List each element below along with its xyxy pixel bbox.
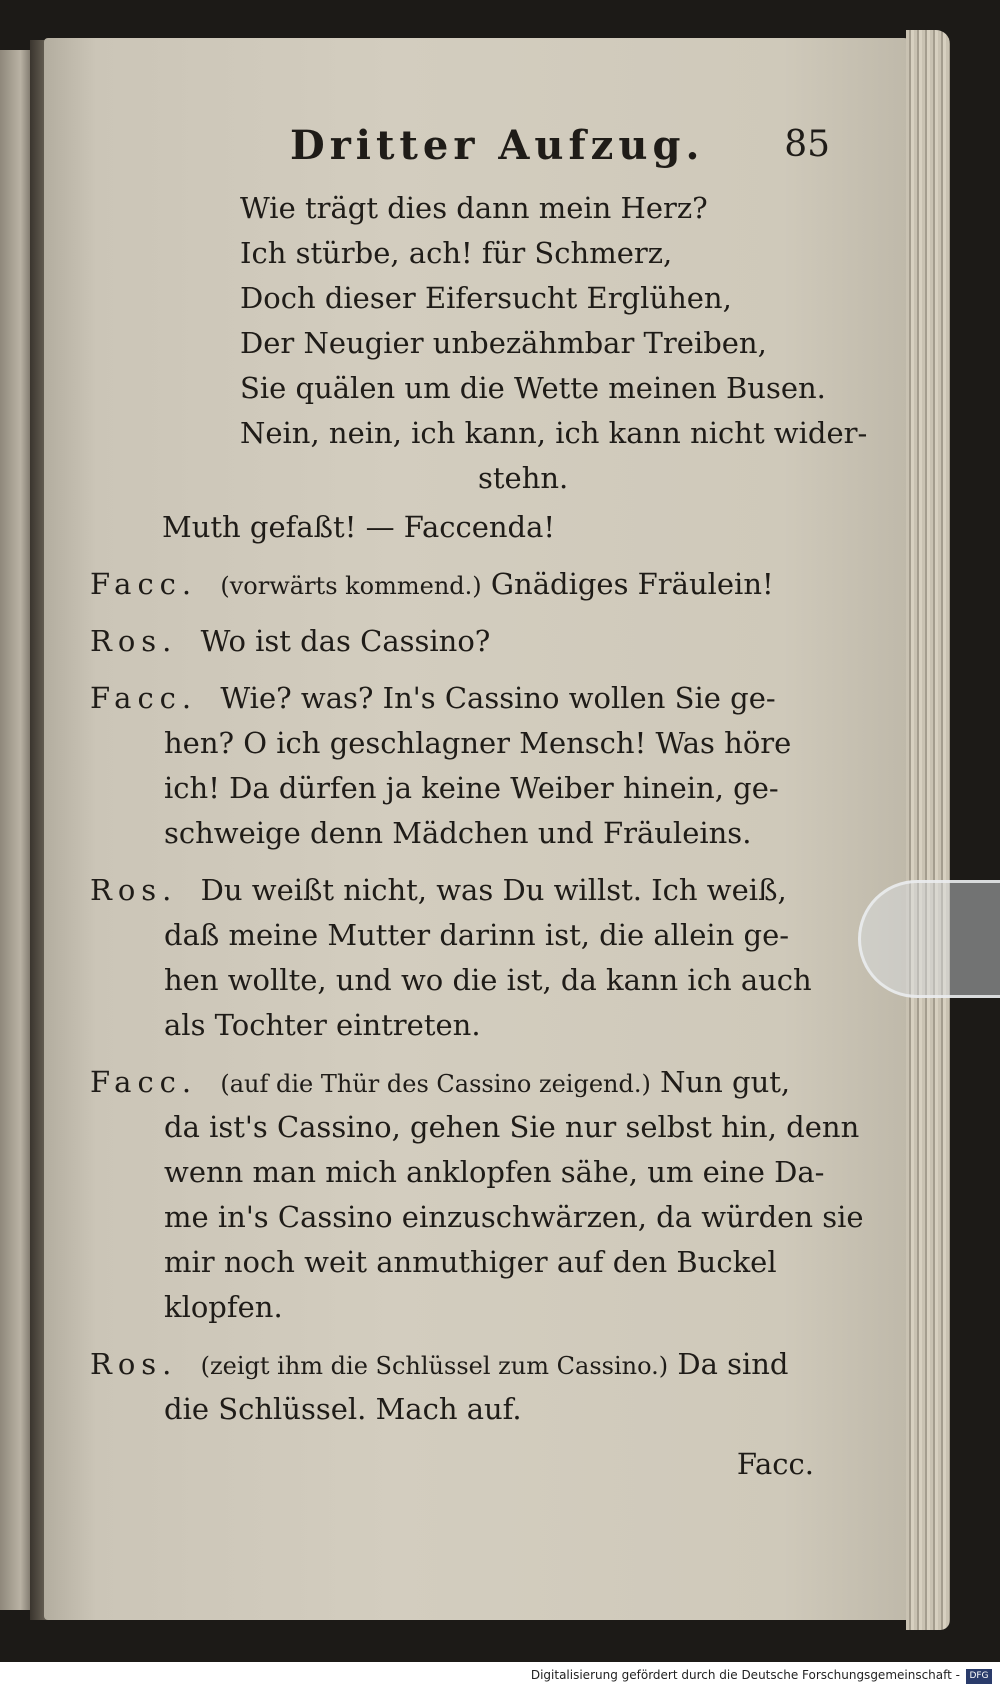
speech-text: Wo ist das Cassino? [200, 624, 491, 658]
speech-text: klopfen. [164, 1290, 283, 1324]
digitization-footer [0, 1662, 1000, 1692]
speech-block [90, 868, 820, 1048]
footer-credit: Digitalisierung gefördert durch die Deutsche Forschungsgemeinschaft - [530, 1668, 960, 1682]
speech-text: hen? O ich geschlagner Mensch! Was höre [164, 726, 792, 760]
verse-line: Sie quälen um die Wette meinen Busen. [240, 371, 826, 405]
verse-line: Der Neugier unbezähmbar Treiben, [240, 326, 767, 360]
speech-text: Da sind [677, 1347, 789, 1381]
speech-text: schweige denn Mädchen und Fräuleins. [164, 816, 752, 850]
speaker-name: Ros. [90, 1347, 178, 1381]
stage-line: Muth gefaßt! — Faccenda! [162, 510, 556, 544]
speech-text: wenn man mich anklopfen sähe, um eine Da- [164, 1155, 825, 1189]
speaker-name: Facc. [90, 567, 198, 601]
speech-text: mir noch weit anmuthiger auf den Buckel [164, 1245, 777, 1279]
stage-direction: (vorwärts kommend.) [220, 572, 482, 600]
verse-line: Doch dieser Eifersucht Erglühen, [240, 281, 732, 315]
left-page-edge [0, 50, 34, 1610]
speech-block [90, 619, 820, 664]
dfg-logo-icon[interactable]: DFG [966, 1669, 992, 1684]
speech-text: daß meine Mutter darinn ist, die allein ge- [164, 918, 790, 952]
page-text [90, 186, 868, 1487]
running-head: Dritter Aufzug. [290, 122, 705, 169]
speech-text: als Tochter eintreten. [164, 1008, 481, 1042]
verse-line: Wie trägt dies dann mein Herz? [240, 191, 708, 225]
stage-direction: (zeigt ihm die Schlüssel zum Cassino.) [200, 1352, 669, 1380]
speech-text: ich! Da dürfen ja keine Weiber hinein, ge- [164, 771, 779, 805]
speech-text: die Schlüssel. Mach auf. [164, 1392, 522, 1426]
speaker-name: Ros. [90, 624, 178, 658]
page-header [290, 122, 830, 172]
speech-block [90, 1342, 820, 1432]
speech-text: da ist's Cassino, gehen Sie nur selbst hin, denn [164, 1110, 860, 1144]
speech-text: me in's Cassino einzuschwärzen, da würden sie [164, 1200, 864, 1234]
page-edges [906, 30, 950, 1630]
speech-text: Gnädiges Fräulein! [490, 567, 774, 601]
verse-line: Ich stürbe, ach! für Schmerz, [240, 236, 673, 270]
speech-block [90, 676, 820, 856]
verse-line: Nein, nein, ich kann, ich kann nicht wider- [240, 416, 868, 450]
page-clip [858, 880, 1000, 998]
speaker-name: Facc. [90, 1065, 198, 1099]
stage-direction: (auf die Thür des Cassino zeigend.) [220, 1070, 651, 1098]
speech-text: Du weißt nicht, was Du willst. Ich weiß, [200, 873, 787, 907]
speech-block [90, 1060, 864, 1330]
page-number: 85 [784, 124, 830, 165]
catchword: Facc. [736, 1447, 814, 1481]
speaker-name: Ros. [90, 873, 178, 907]
speech-text: Nun gut, [660, 1065, 791, 1099]
verse-line: stehn. [478, 461, 569, 495]
speech-text: hen wollte, und wo die ist, da kann ich auch [164, 963, 812, 997]
speech-block [90, 562, 820, 607]
speaker-name: Facc. [90, 681, 198, 715]
speech-text: Wie? was? In's Cassino wollen Sie ge- [220, 681, 776, 715]
